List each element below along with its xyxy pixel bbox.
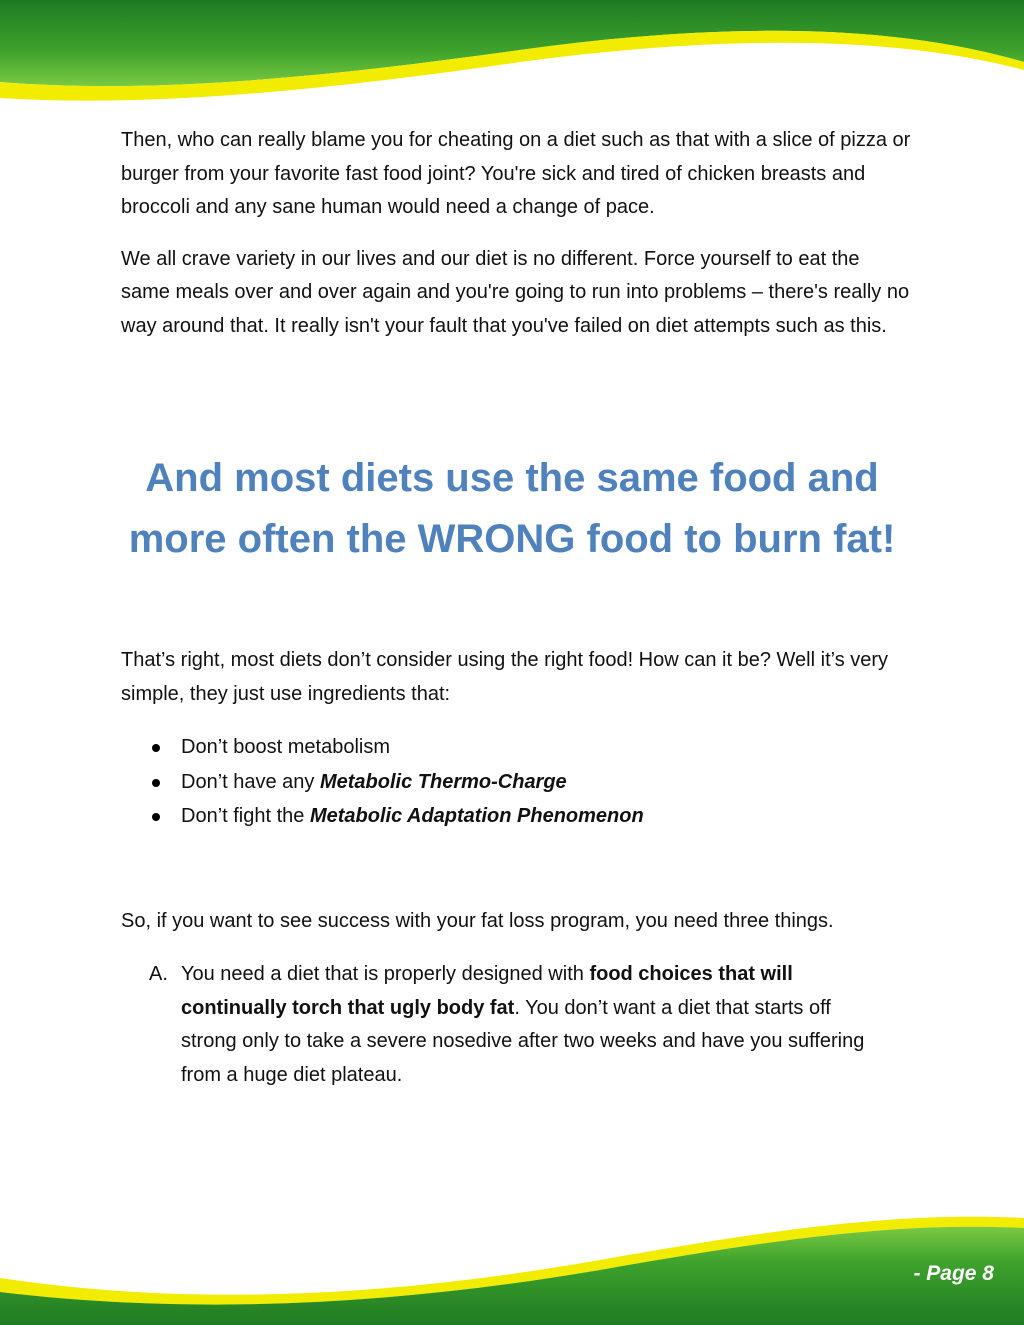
- bullet-text: Don’t have any: [181, 770, 320, 793]
- bullet-dot-icon: [152, 813, 160, 821]
- bullet-item: [121, 730, 911, 765]
- heading-line-2: more often the WRONG food to burn fat!: [128, 517, 896, 561]
- requirement-item: [121, 958, 881, 1092]
- requirement-text-before: You need a diet that is properly designed with: [181, 963, 590, 985]
- paragraph-variety: We all crave variety in our lives and our diet is no different. Force yourself to eat the same meals over and over again and you're going to run into problems – there's really no way around that. It really isn't your fault that you've failed on diet attempts such as this.: [121, 247, 910, 337]
- paragraph-three-things: So, if you want to see success with your fat loss program, you need three things.: [121, 910, 834, 932]
- section-heading: [60, 448, 964, 570]
- bullet-item: [121, 765, 911, 800]
- page-number: - Page 8: [913, 1262, 994, 1285]
- paragraph-right-food: That’s right, most diets don’t consider using the right food! How can it be? Well it’s very simple, they just use ingredients that:: [121, 649, 889, 705]
- heading-line-1: And most diets use the same food and: [145, 456, 879, 500]
- bullet-emphasis: Metabolic Thermo-Charge: [319, 770, 567, 793]
- body-text-top: [121, 124, 911, 343]
- paragraph-cheating: Then, who can really blame you for cheating on a diet such as that with a slice of pizza or burger from your favorite fast food joint? You're sick and tired of chicken breasts and broccoli and any sane human would need a change of pace.: [121, 129, 911, 218]
- list-marker: A.: [149, 963, 168, 985]
- requirement-text-bold: food choices that will continually torch that ugly body fat: [181, 963, 793, 1019]
- ingredient-bullet-list: [121, 730, 911, 834]
- bullet-dot-icon: [152, 779, 160, 787]
- bullet-emphasis: Metabolic Adaptation Phenomenon: [309, 805, 644, 827]
- footer-wave-decoration: [0, 1200, 1024, 1325]
- bullet-item: [121, 799, 911, 834]
- bullet-text: Don’t fight the: [181, 805, 310, 827]
- bullet-dot-icon: [152, 744, 160, 752]
- header-wave-decoration: [0, 0, 1024, 120]
- bullet-text: Don’t boost metabolism: [181, 736, 390, 758]
- requirements-list: [121, 958, 881, 1092]
- requirement-text-after: . You don’t want a diet that starts off strong only to take a severe nosedive after two weeks and have you suffering from a huge diet plateau.: [181, 996, 865, 1086]
